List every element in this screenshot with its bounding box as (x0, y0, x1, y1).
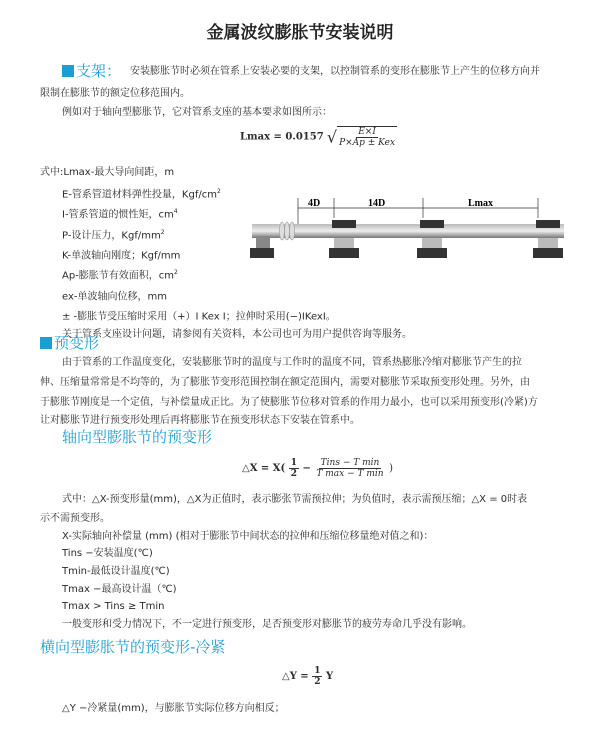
variable-definition: Tmax −最高设计温（℃) (62, 584, 177, 595)
variable-definition (62, 266, 178, 283)
variable-text: Ap-膨胀节有效面积，cm (62, 270, 175, 282)
bellows-icon (280, 222, 295, 240)
formula-right: Y (325, 671, 334, 682)
variable-definition (62, 226, 165, 243)
axial-where-1: 式中：△X-预变形量(mm)，△X为正值时，表示膨张节需预拉伸；为负值时，表示需预压缩；△X = 0时表 (62, 494, 528, 505)
sqrt-icon: √ (326, 127, 338, 147)
variable-definition (62, 205, 178, 222)
minus: − (302, 463, 311, 474)
axial-where-2: 示不需预变形。 (40, 513, 110, 524)
formula-right: ) (389, 463, 393, 474)
square-bullet-icon (40, 337, 52, 349)
lateral-heading: 横向型膨胀节的预变形-冷紧 (40, 638, 226, 656)
axial-heading: 轴向型膨胀节的预变形 (62, 428, 213, 446)
lateral-formula (282, 666, 333, 687)
fixed-support (256, 236, 270, 248)
variable-definition (62, 307, 336, 324)
variable-definition (62, 185, 221, 202)
variable-definition: X-实际轴向补偿量 (mm) (相对于膨胀节中间状态的拉伸和压缩位移量绝对值之和)： (62, 531, 434, 542)
variable-exponent: 2 (160, 228, 165, 236)
pipe (252, 224, 564, 238)
formula-numerator: 1 (314, 666, 321, 676)
section-heading-predeform (40, 334, 99, 352)
label-lmax: Lmax (468, 198, 493, 209)
square-bullet-icon (62, 65, 74, 77)
where-lmax: 式中:Lmax-最大导向间距，m (40, 167, 175, 178)
variable-definition (62, 287, 167, 304)
variable-text: E-管系管道材料弹性投量，Kgf/cm (62, 189, 217, 201)
formula-left: △X = X( (242, 463, 286, 474)
axial-formula (242, 458, 393, 479)
predeform-para-3: 于膨胀节刚度是一个定值，与补偿量成正比。为了使膨胀节位移对管系的作用力最小，也可以采用预变形(冷紧)方 (40, 397, 538, 408)
half-num: 1 (290, 458, 298, 468)
variable-text: ± -膨胀节受压缩时采用（+）I Kex I；拉伸时采用(−)IKexI。 (62, 311, 336, 323)
lmax-formula (240, 126, 397, 148)
heading-text: 支架： (76, 62, 122, 80)
variable-definition: Tmin-最低设计温度(℃) (62, 566, 170, 577)
support-spacing-diagram (248, 196, 566, 280)
variable-text: I-管系管道的惯性矩，cm (62, 209, 174, 221)
formula-numerator: E×I (358, 127, 376, 137)
formula-numerator: Tins − T min (320, 458, 380, 468)
variable-definition: Tins −安装温度(℃) (62, 548, 153, 559)
section-heading-support (62, 62, 121, 80)
formula-denominator: 2 (314, 677, 321, 687)
variable-definition: 一般变形和受力情况下，不一定进行预变形，足否预变形对膨胀节的疲劳寿命几乎没有影响。 (62, 619, 472, 630)
label-14d: 14D (368, 198, 386, 209)
variable-exponent: 2 (174, 269, 178, 277)
page-title: 金属波纹膨胀节安装说明 (206, 23, 394, 43)
support-note: 关于管系支座设计问题，请参阅有关资料，本公司也可为用户提供咨询等服务。 (62, 329, 412, 340)
formula-denominator: T max − T min (316, 469, 384, 479)
variable-text: K-单波轴向刚度；Kgf/mm (62, 250, 181, 262)
label-4d: 4D (308, 198, 321, 209)
variable-text: P-设计压力，Kgf/mm (62, 229, 161, 241)
support-example: 例如对于轴向型膨胀节，它对管系支座的基本要求如图所示： (62, 107, 332, 118)
formula-left: △Y = (282, 671, 309, 682)
support-intro-2: 限制在膨胀节的额定位移范围内。 (40, 88, 190, 99)
variable-text: ex-单波轴向位移，mm (62, 290, 167, 302)
formula-left: Lmax = 0.0157 (240, 131, 324, 143)
variable-exponent: 4 (173, 208, 178, 216)
heading-text: 预变形 (54, 334, 100, 352)
predeform-para-2: 伸、压缩量常常是不均等的，为了膨胀节变形范围控制在额定范围内，需要对膨胀节采取预变形处理。另外，由 (40, 377, 530, 388)
formula-denominator: P×Ap ± Kex (339, 138, 396, 148)
predeform-para-1: 由于管系的工作温度变化，安装膨胀节时的温度与工作时的温度不同，管系热膨胀冷缩对膨胀节产生的拉 (62, 357, 522, 368)
predeform-para-4: 让对膨胀节进行预变形处理后再将膨胀节在预变形状态下安装在管系中。 (40, 415, 360, 426)
support-intro-1: 安装膨胀节时必须在管系上安装必要的支架，以控制管系的变形在膨胀节上产生的位移方向并 (130, 66, 540, 77)
variable-definition (62, 246, 180, 263)
lateral-note: △Y −冷紧量(mm)，与膨胀节实际位移方向相反； (62, 703, 285, 714)
variable-definition: Tmax > Tins ≥ Tmin (62, 601, 165, 612)
variable-exponent: 2 (216, 188, 221, 195)
half-den: 2 (290, 469, 298, 479)
